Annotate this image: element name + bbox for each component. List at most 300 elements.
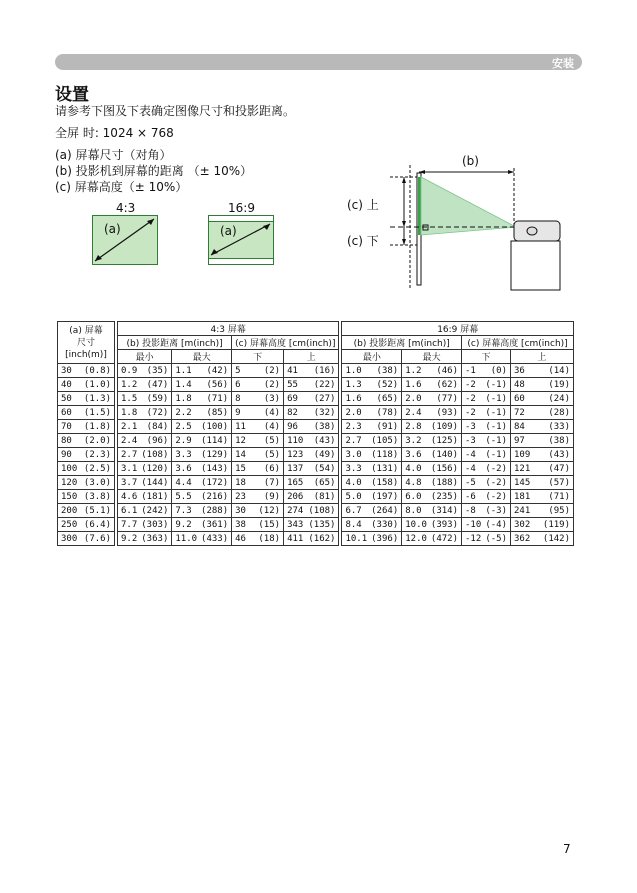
col-a-line2: 尺寸 — [76, 337, 95, 348]
table-cell — [118, 448, 172, 462]
cell-inch-value: (361) — [201, 519, 229, 530]
cell-value: 4.0 — [405, 463, 422, 474]
table-cell — [118, 518, 172, 532]
screen-169-a-label: (a) — [220, 224, 237, 238]
table-cell — [342, 392, 402, 406]
col-a-line3: [inch(m)] — [65, 349, 107, 360]
table-cell — [284, 490, 339, 504]
table-cell — [402, 490, 462, 504]
cell-value: 30 — [61, 365, 72, 376]
cell-inch-value: (47) — [146, 379, 169, 390]
table-cell — [118, 420, 172, 434]
cell-inch-value: (235) — [430, 491, 459, 502]
cell-value: 23 — [235, 491, 246, 502]
cell-inch-value: (2.5) — [83, 463, 111, 474]
cell-value: 14 — [235, 449, 246, 460]
cell-inch-value: (131) — [371, 463, 399, 474]
cell-value: 48 — [514, 379, 525, 390]
cell-value: 3.6 — [175, 463, 192, 474]
cell-value: 2.3 — [345, 421, 362, 432]
cell-value: 9.2 — [175, 519, 192, 530]
cell-inch-value: (65) — [313, 477, 336, 488]
table-row — [58, 518, 574, 532]
table-cell — [58, 532, 115, 546]
cell-value: -10 — [465, 519, 482, 530]
cell-inch-value: (114) — [201, 435, 229, 446]
cell-value: 69 — [287, 393, 298, 404]
cell-value: 15 — [235, 463, 246, 474]
cell-value: 1.3 — [345, 379, 362, 390]
table-cell — [402, 420, 462, 434]
cell-value: -3 — [465, 435, 476, 446]
cell-inch-value: (363) — [141, 533, 169, 544]
cell-inch-value: (4) — [263, 407, 281, 418]
table-cell — [284, 448, 339, 462]
table-cell — [172, 490, 232, 504]
table-cell — [402, 378, 462, 392]
table-cell — [402, 462, 462, 476]
table-cell — [172, 518, 232, 532]
cell-value: 96 — [287, 421, 298, 432]
cell-inch-value: (-4) — [485, 519, 508, 530]
cell-value: 2.5 — [175, 421, 192, 432]
cell-inch-value: (0) — [490, 365, 508, 376]
ratio-169-label: 16:9 — [228, 201, 255, 215]
table-cell — [342, 434, 402, 448]
cell-inch-value: (3) — [263, 393, 281, 404]
table-cell — [342, 364, 402, 378]
table-cell — [58, 364, 115, 378]
cell-value: 2.7 — [345, 435, 362, 446]
cell-value: -6 — [465, 491, 476, 502]
cell-value: 250 — [61, 519, 78, 530]
table-cell — [342, 476, 402, 490]
cell-value: 343 — [287, 519, 304, 530]
cell-value: 41 — [287, 365, 298, 376]
table-cell — [58, 476, 115, 490]
cell-value: 3.1 — [121, 463, 138, 474]
cell-inch-value: (1.3) — [83, 393, 111, 404]
table-cell — [402, 364, 462, 378]
col-a-line1: (a) 屏幕 — [69, 325, 103, 336]
cell-inch-value: (43) — [313, 435, 336, 446]
table-cell — [342, 504, 402, 518]
cell-inch-value: (5) — [263, 435, 281, 446]
table-cell — [58, 504, 115, 518]
cell-value: 12.0 — [405, 533, 427, 544]
table-cell — [342, 532, 402, 546]
table-cell — [58, 448, 115, 462]
cell-inch-value: (81) — [313, 491, 336, 502]
table-cell — [172, 462, 232, 476]
section-label: 安装 — [552, 57, 574, 70]
cell-inch-value: (2) — [263, 365, 281, 376]
table-row — [58, 476, 574, 490]
cell-value: 18 — [235, 477, 246, 488]
cell-inch-value: (-1) — [485, 449, 508, 460]
col-screen-size-header — [58, 322, 115, 364]
table-cell — [402, 504, 462, 518]
cell-inch-value: (27) — [313, 393, 336, 404]
table-cell — [232, 406, 284, 420]
cell-value: 1.5 — [121, 393, 138, 404]
cell-value: 72 — [514, 407, 525, 418]
cell-value: 181 — [514, 491, 531, 502]
cell-value: 6.1 — [121, 505, 138, 516]
table-row — [58, 392, 574, 406]
cell-inch-value: (1.8) — [83, 421, 111, 432]
cell-value: 3.0 — [345, 449, 362, 460]
cell-inch-value: (93) — [436, 407, 459, 418]
table-cell — [58, 518, 115, 532]
cell-value: 300 — [61, 533, 78, 544]
cell-inch-value: (6.4) — [83, 519, 111, 530]
table-cell — [511, 392, 574, 406]
cell-inch-value: (5.1) — [83, 505, 111, 516]
cell-inch-value: (7.6) — [83, 533, 111, 544]
table-row — [58, 420, 574, 434]
cell-inch-value: (396) — [371, 533, 399, 544]
table-cell — [232, 392, 284, 406]
cell-value: 1.8 — [121, 407, 138, 418]
table-cell — [284, 392, 339, 406]
table-cell — [118, 378, 172, 392]
legend-a: (a) 屏幕尺寸（对角） — [55, 148, 172, 162]
table-row — [58, 364, 574, 378]
table-cell — [58, 462, 115, 476]
cell-value: 3.6 — [405, 449, 422, 460]
table-cell — [511, 434, 574, 448]
table-cell — [342, 378, 402, 392]
table-cell — [462, 476, 511, 490]
table-cell — [118, 532, 172, 546]
diagonal-arrow-43-icon — [92, 215, 158, 265]
cell-inch-value: (108) — [308, 505, 336, 516]
cell-value: 200 — [61, 505, 78, 516]
cell-value: -2 — [465, 407, 476, 418]
table-cell — [58, 420, 115, 434]
cell-inch-value: (59) — [146, 393, 169, 404]
cell-value: 2.1 — [121, 421, 138, 432]
cell-value: 1.4 — [175, 379, 192, 390]
table-cell — [172, 378, 232, 392]
up-43: 上 — [284, 350, 339, 364]
table-cell — [58, 378, 115, 392]
table-cell — [284, 476, 339, 490]
cell-inch-value: (181) — [141, 491, 169, 502]
table-cell — [172, 392, 232, 406]
cell-inch-value: (72) — [146, 407, 169, 418]
cell-inch-value: (71) — [548, 491, 571, 502]
cell-value: 1.2 — [121, 379, 138, 390]
cell-inch-value: (472) — [430, 533, 459, 544]
cell-value: -2 — [465, 379, 476, 390]
up-169: 上 — [511, 350, 574, 364]
cell-inch-value: (433) — [201, 533, 229, 544]
cell-value: -1 — [465, 365, 476, 376]
intro-text: 请参考下图及下表确定图像尺寸和投影距离。 — [55, 104, 296, 118]
table-cell — [402, 406, 462, 420]
cell-value: 302 — [514, 519, 531, 530]
cell-value: -4 — [465, 463, 476, 474]
table-cell — [511, 490, 574, 504]
cell-inch-value: (85) — [206, 407, 229, 418]
cell-inch-value: (16) — [313, 365, 336, 376]
cell-inch-value: (65) — [376, 393, 399, 404]
cell-inch-value: (-5) — [485, 533, 508, 544]
cell-inch-value: (22) — [313, 379, 336, 390]
table-cell — [462, 406, 511, 420]
cell-inch-value: (-1) — [485, 393, 508, 404]
cell-value: 123 — [287, 449, 304, 460]
cell-value: -4 — [465, 449, 476, 460]
cell-value: 9 — [235, 407, 241, 418]
cell-inch-value: (52) — [376, 379, 399, 390]
cell-value: 4.4 — [175, 477, 192, 488]
table-cell — [232, 532, 284, 546]
cell-value: 274 — [287, 505, 304, 516]
cell-inch-value: (84) — [146, 421, 169, 432]
cell-value: 82 — [287, 407, 298, 418]
cell-inch-value: (156) — [430, 463, 459, 474]
cell-inch-value: (108) — [141, 449, 169, 460]
table-cell — [342, 420, 402, 434]
cell-value: 1.1 — [175, 365, 192, 376]
cell-inch-value: (0.8) — [83, 365, 111, 376]
cell-value: 0.9 — [121, 365, 138, 376]
table-cell — [342, 490, 402, 504]
table-cell — [402, 392, 462, 406]
table-cell — [511, 462, 574, 476]
page-title: 设置 — [55, 85, 89, 105]
cell-value: 121 — [514, 463, 531, 474]
max-43: 最大 — [172, 350, 232, 364]
table-cell — [511, 518, 574, 532]
cell-value: 2.0 — [345, 407, 362, 418]
cell-inch-value: (1.5) — [83, 407, 111, 418]
cell-inch-value: (100) — [201, 421, 229, 432]
cell-inch-value: (216) — [201, 491, 229, 502]
cell-inch-value: (54) — [313, 463, 336, 474]
cell-value: 100 — [61, 463, 78, 474]
table-cell — [402, 434, 462, 448]
table-cell — [511, 420, 574, 434]
cell-inch-value: (120) — [141, 463, 169, 474]
cell-inch-value: (172) — [201, 477, 229, 488]
table-cell — [58, 392, 115, 406]
cell-inch-value: (3.8) — [83, 491, 111, 502]
cell-inch-value: (393) — [430, 519, 459, 530]
distance-table — [57, 321, 574, 546]
cell-inch-value: (118) — [371, 449, 399, 460]
cell-value: 80 — [61, 435, 72, 446]
table-cell — [172, 504, 232, 518]
legend-b: (b) 投影机到屏幕的距离 （± 10%） — [55, 164, 253, 178]
table-cell — [511, 532, 574, 546]
table-cell — [462, 462, 511, 476]
cell-inch-value: (-2) — [485, 477, 508, 488]
table-cell — [511, 406, 574, 420]
table-cell — [172, 420, 232, 434]
cell-value: 120 — [61, 477, 78, 488]
table-cell — [284, 406, 339, 420]
cell-inch-value: (57) — [548, 477, 571, 488]
screen-43-a-label: (a) — [104, 222, 121, 236]
cell-inch-value: (105) — [371, 435, 399, 446]
cell-value: 6 — [235, 379, 241, 390]
table-cell — [462, 378, 511, 392]
cell-inch-value: (71) — [206, 393, 229, 404]
table-cell — [462, 364, 511, 378]
table-cell — [342, 462, 402, 476]
cell-value: 8.4 — [345, 519, 362, 530]
down-43: 下 — [232, 350, 284, 364]
cell-value: 4.0 — [345, 477, 362, 488]
cell-inch-value: (162) — [308, 533, 336, 544]
table-cell — [284, 462, 339, 476]
sub-b-43: (b) 投影距离 [m(inch)] — [118, 336, 232, 350]
table-cell — [118, 476, 172, 490]
table-cell — [232, 378, 284, 392]
cell-inch-value: (119) — [542, 519, 571, 530]
cell-value: 165 — [287, 477, 304, 488]
c-up-label: (c) 上 — [347, 198, 379, 212]
cell-inch-value: (96) — [146, 435, 169, 446]
table-cell — [118, 490, 172, 504]
cell-inch-value: (188) — [430, 477, 459, 488]
cell-value: 46 — [235, 533, 246, 544]
table-cell — [462, 490, 511, 504]
table-cell — [284, 420, 339, 434]
cell-value: 1.0 — [345, 365, 362, 376]
cell-inch-value: (62) — [436, 379, 459, 390]
cell-inch-value: (38) — [313, 421, 336, 432]
group-43-header: 4:3 屏幕 — [118, 322, 339, 336]
table-cell — [232, 462, 284, 476]
cell-inch-value: (33) — [548, 421, 571, 432]
table-cell — [232, 518, 284, 532]
table-cell — [284, 532, 339, 546]
cell-value: 4.6 — [121, 491, 138, 502]
cell-value: 70 — [61, 421, 72, 432]
table-cell — [232, 490, 284, 504]
table-cell — [462, 518, 511, 532]
table-cell — [462, 448, 511, 462]
cell-value: 2.0 — [405, 393, 422, 404]
cell-value: 36 — [514, 365, 525, 376]
table-cell — [342, 518, 402, 532]
cell-inch-value: (77) — [436, 393, 459, 404]
cell-inch-value: (42) — [206, 365, 229, 376]
cell-inch-value: (197) — [371, 491, 399, 502]
table-cell — [511, 378, 574, 392]
fullscreen-text: 全屏 时: 1024 × 768 — [55, 126, 174, 140]
cell-inch-value: (-2) — [485, 463, 508, 474]
table-cell — [232, 448, 284, 462]
cell-inch-value: (-1) — [485, 435, 508, 446]
cell-inch-value: (43) — [548, 449, 571, 460]
cell-inch-value: (95) — [548, 505, 571, 516]
table-cell — [284, 518, 339, 532]
cell-inch-value: (19) — [548, 379, 571, 390]
cell-inch-value: (143) — [201, 463, 229, 474]
cell-inch-value: (2.3) — [83, 449, 111, 460]
table-cell — [402, 476, 462, 490]
table-cell — [172, 434, 232, 448]
max-169: 最大 — [402, 350, 462, 364]
cell-inch-value: (-2) — [485, 491, 508, 502]
min-169: 最小 — [342, 350, 402, 364]
cell-inch-value: (56) — [206, 379, 229, 390]
cell-value: 90 — [61, 449, 72, 460]
b-label: (b) — [462, 154, 479, 168]
table-cell — [462, 420, 511, 434]
sub-c-169: (c) 屏幕高度 [cm(inch)] — [462, 336, 574, 350]
cell-value: 40 — [61, 379, 72, 390]
header-bar — [55, 54, 582, 70]
cell-value: -5 — [465, 477, 476, 488]
cell-value: 2.7 — [121, 449, 138, 460]
cell-inch-value: (-1) — [485, 407, 508, 418]
cell-inch-value: (47) — [548, 463, 571, 474]
cell-inch-value: (38) — [548, 435, 571, 446]
table-cell — [402, 518, 462, 532]
legend-c: (c) 屏幕高度（± 10%） — [55, 180, 188, 194]
cell-inch-value: (38) — [376, 365, 399, 376]
table-row — [58, 434, 574, 448]
cell-value: 1.2 — [405, 365, 422, 376]
cell-inch-value: (264) — [371, 505, 399, 516]
cell-value: 11.0 — [175, 533, 198, 544]
cell-value: 137 — [287, 463, 304, 474]
cell-inch-value: (109) — [430, 421, 459, 432]
cell-value: 2.9 — [175, 435, 192, 446]
cell-inch-value: (129) — [201, 449, 229, 460]
table-cell — [172, 532, 232, 546]
table-cell — [118, 364, 172, 378]
cell-inch-value: (12) — [258, 505, 281, 516]
cell-inch-value: (144) — [141, 477, 169, 488]
table-row — [58, 504, 574, 518]
table-cell — [118, 462, 172, 476]
table-cell — [402, 532, 462, 546]
table-cell — [511, 448, 574, 462]
cell-inch-value: (135) — [308, 519, 336, 530]
cell-value: 55 — [287, 379, 298, 390]
table-cell — [118, 406, 172, 420]
cell-value: 206 — [287, 491, 304, 502]
page-number: 7 — [563, 842, 571, 856]
cell-value: 6.7 — [345, 505, 362, 516]
cell-inch-value: (2.0) — [83, 435, 111, 446]
cell-value: 1.6 — [405, 379, 422, 390]
sub-b-169: (b) 投影距离 [m(inch)] — [342, 336, 462, 350]
cell-inch-value: (32) — [313, 407, 336, 418]
min-43: 最小 — [118, 350, 172, 364]
cell-value: -2 — [465, 393, 476, 404]
table-cell — [511, 364, 574, 378]
cell-value: 5 — [235, 365, 241, 376]
cell-value: 241 — [514, 505, 531, 516]
cell-value: 60 — [61, 407, 72, 418]
table-cell — [118, 504, 172, 518]
cell-inch-value: (6) — [263, 463, 281, 474]
cell-inch-value: (4) — [263, 421, 281, 432]
table-cell — [284, 364, 339, 378]
table-cell — [462, 434, 511, 448]
cell-value: 109 — [514, 449, 531, 460]
cell-inch-value: (15) — [258, 519, 281, 530]
